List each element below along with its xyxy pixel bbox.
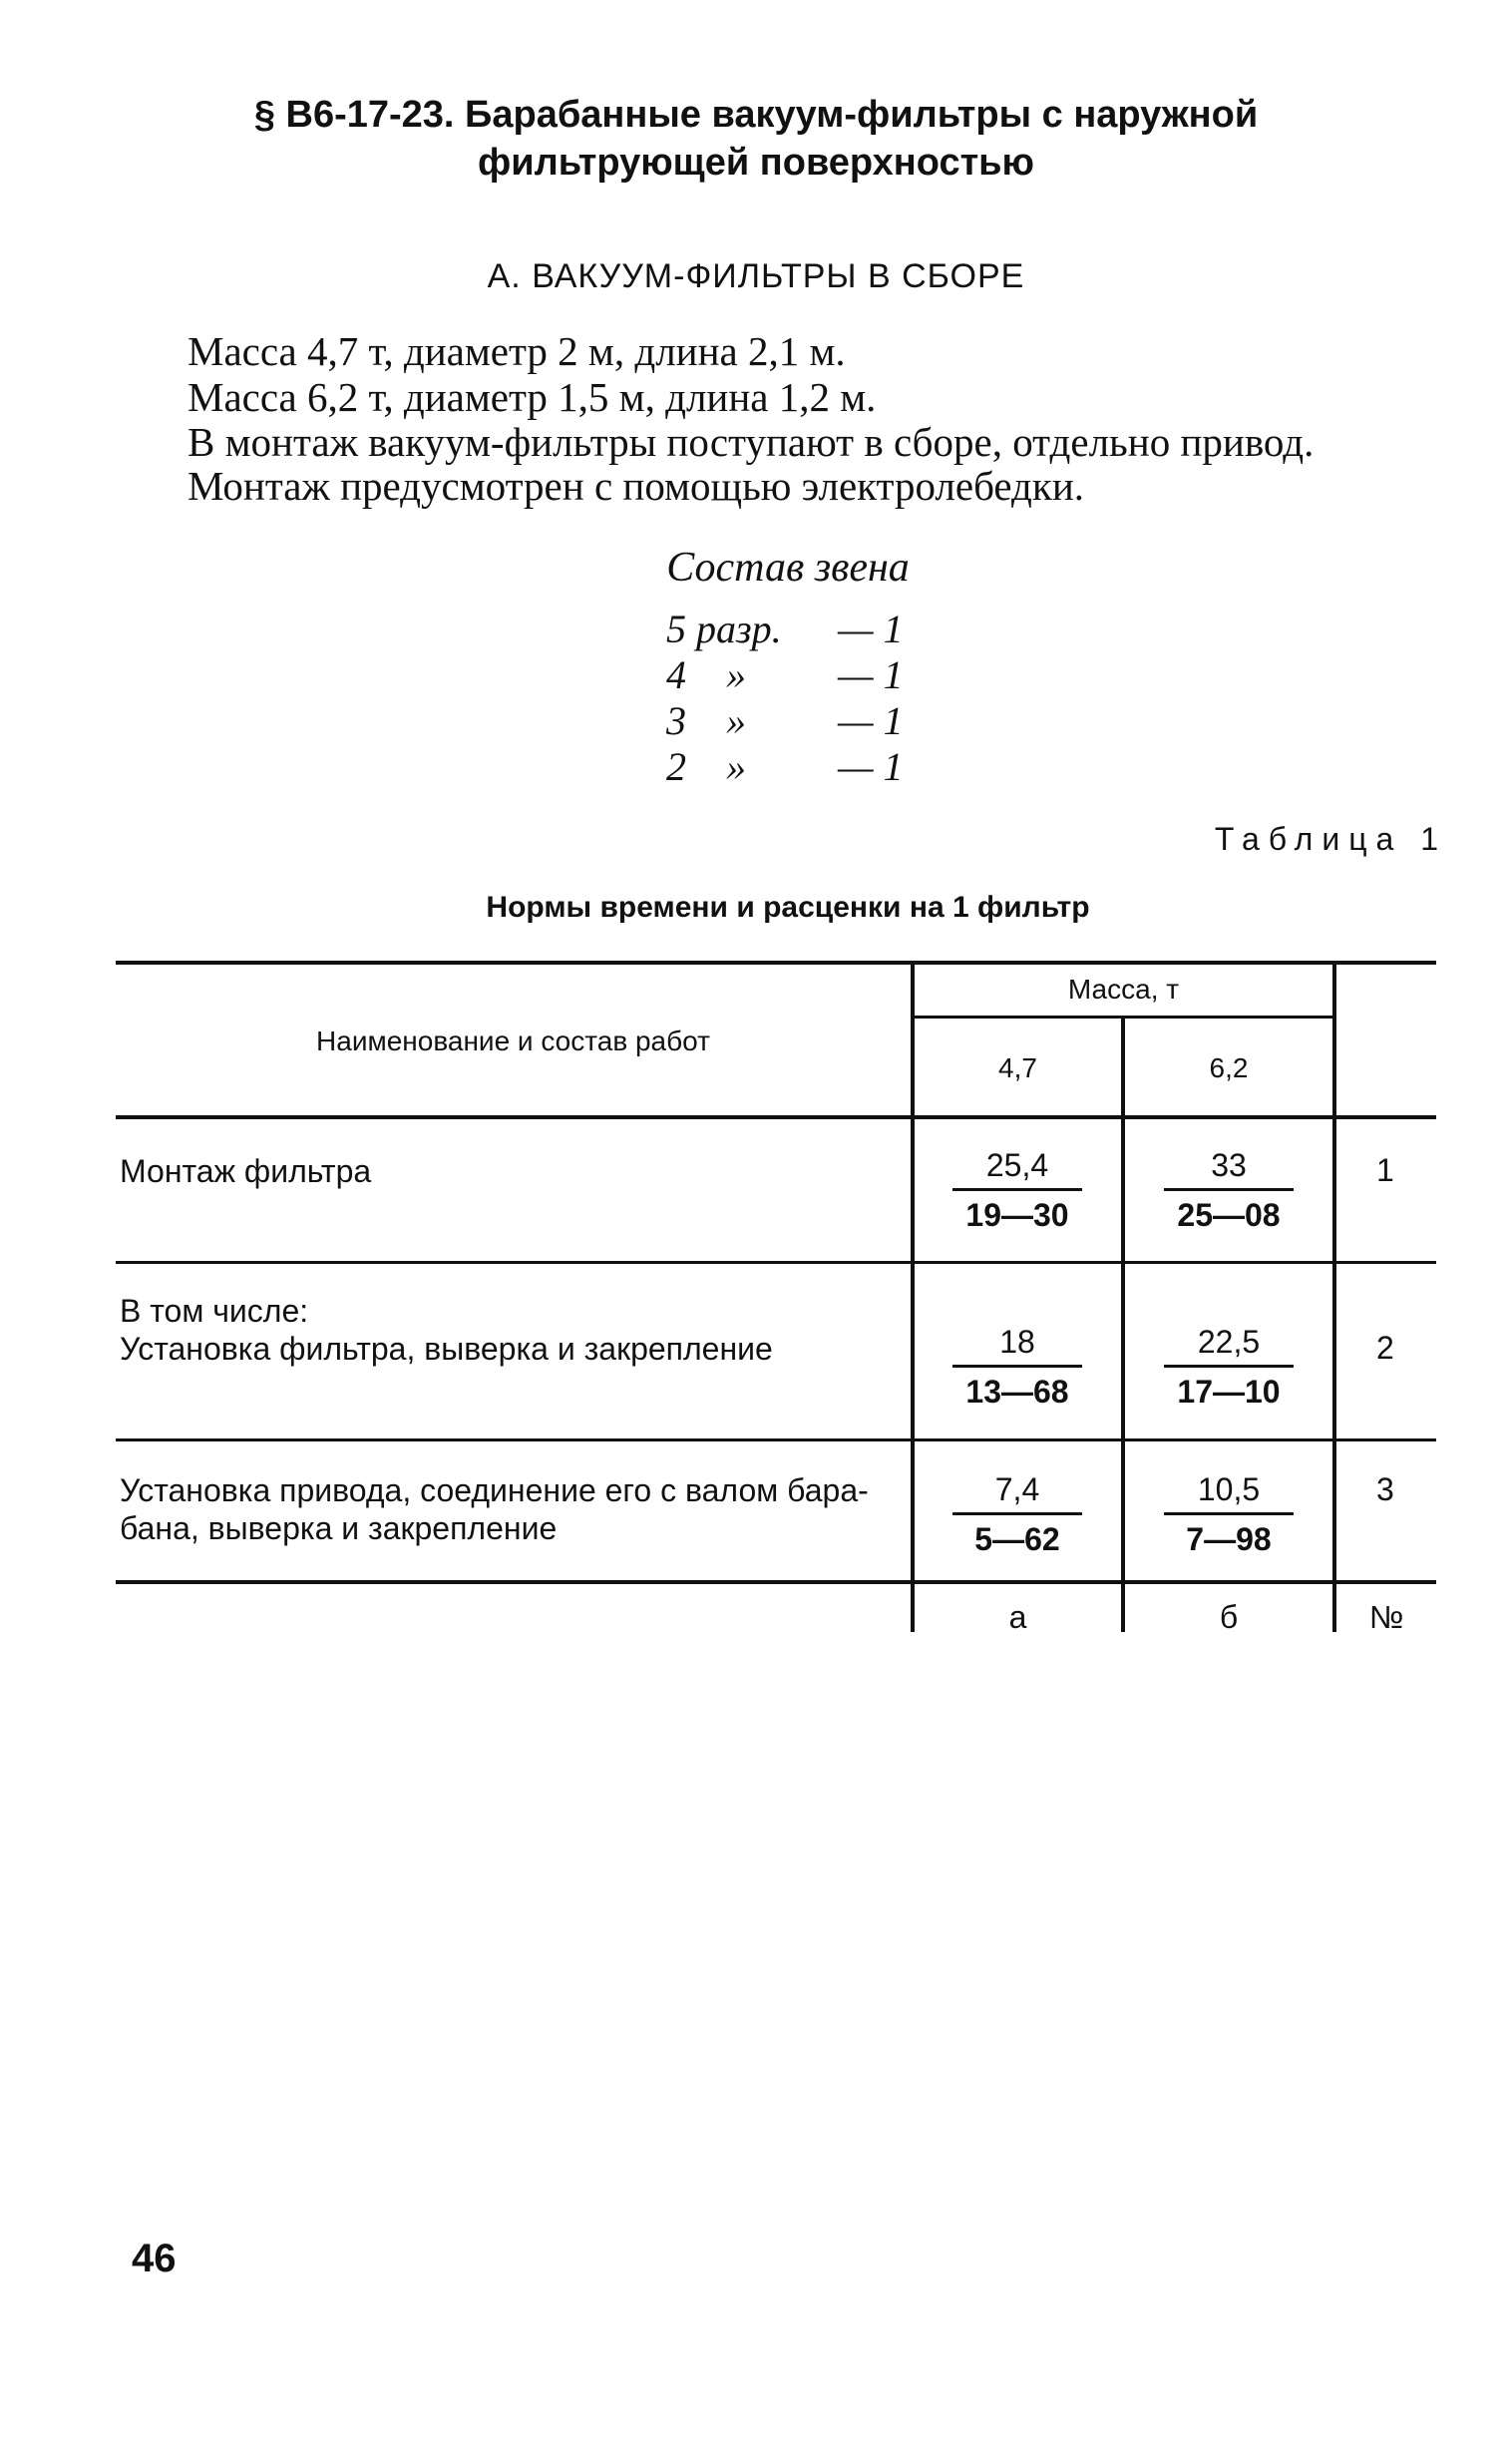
paragraph-line: Масса 6,2 т, диаметр 1,5 м, длина 1,2 м.: [188, 374, 877, 420]
price-value: 17—10: [1177, 1374, 1281, 1410]
table-caption: Нормы времени и расценки на 1 фильтр: [486, 891, 1090, 924]
norm-value: 10,5: [1164, 1471, 1294, 1515]
page-number: 46: [132, 2237, 177, 2280]
price-value: 19—30: [965, 1197, 1069, 1233]
table-bottom-rule: [116, 1580, 1436, 1584]
crew-rank: 3 »: [666, 698, 746, 743]
norm-fraction: [952, 1324, 1082, 1411]
crew-count: — 1: [838, 698, 904, 743]
mass-column-header: 4,7: [998, 1052, 1037, 1083]
mass-group-header: Масса, т: [1067, 974, 1180, 1005]
work-description: Установка привода, соединение его с валом бара-: [120, 1472, 869, 1508]
crew-rank: 5 разр.: [666, 607, 782, 651]
header-bottom-rule: [116, 1115, 1436, 1119]
mass-column-header: 6,2: [1209, 1052, 1249, 1083]
column-key: б: [1219, 1599, 1239, 1635]
norm-value: 7,4: [952, 1471, 1082, 1515]
crew-count: — 1: [838, 652, 904, 697]
work-description: В том числе:: [120, 1293, 309, 1329]
row-divider: [116, 1261, 1436, 1264]
norm-value: 25,4: [952, 1147, 1082, 1191]
crew-count: — 1: [838, 744, 904, 789]
work-column-header: Наименование и состав работ: [316, 1025, 710, 1056]
norm-fraction: [952, 1147, 1082, 1234]
norm-value: 33: [1164, 1147, 1294, 1191]
price-value: 5—62: [974, 1521, 1060, 1557]
row-divider: [116, 1438, 1436, 1441]
norm-fraction: [1164, 1324, 1294, 1411]
column-divider: [1332, 961, 1336, 1632]
paragraph-line: Масса 4,7 т, диаметр 2 м, длина 2,1 м.: [188, 328, 846, 374]
norm-value: 18: [952, 1324, 1082, 1368]
row-number: 2: [1376, 1330, 1394, 1366]
paragraph-line: В монтаж вакуум-фильтры поступают в сборе, отдельно привод.: [188, 419, 1315, 465]
crew-rank: 2 »: [666, 744, 746, 789]
price-value: 7—98: [1186, 1521, 1272, 1557]
page-title-line-1: § В6-17-23. Барабанные вакуум-фильтры с наружной: [253, 94, 1259, 136]
price-value: 25—08: [1177, 1197, 1281, 1233]
column-key: а: [1008, 1599, 1027, 1635]
work-description: бана, выверка и закрепление: [120, 1510, 558, 1546]
norm-value: 22,5: [1164, 1324, 1294, 1368]
norm-fraction: [952, 1471, 1082, 1558]
row-number: 1: [1376, 1152, 1394, 1188]
column-divider: [1121, 1016, 1125, 1632]
table-label: Таблица 1: [1214, 821, 1447, 857]
work-description: Установка фильтра, выверка и закрепление: [120, 1331, 773, 1367]
table-top-rule: [116, 961, 1436, 965]
work-description: Монтаж фильтра: [120, 1153, 372, 1189]
crew-heading: Состав звена: [666, 545, 910, 591]
row-number: 3: [1376, 1471, 1394, 1507]
price-value: 13—68: [965, 1374, 1069, 1410]
norm-fraction: [1164, 1147, 1294, 1234]
page-title-line-2: фильтрующей поверхностью: [477, 142, 1034, 184]
paragraph-line: Монтаж предусмотрен с помощью электролебедки.: [188, 463, 1085, 509]
crew-rank: 4 »: [666, 652, 746, 697]
norm-fraction: [1164, 1471, 1294, 1558]
mass-group-rule: [915, 1016, 1336, 1019]
column-key: №: [1368, 1599, 1404, 1635]
section-heading: А. ВАКУУМ-ФИЛЬТРЫ В СБОРЕ: [487, 257, 1025, 295]
crew-count: — 1: [838, 607, 904, 651]
